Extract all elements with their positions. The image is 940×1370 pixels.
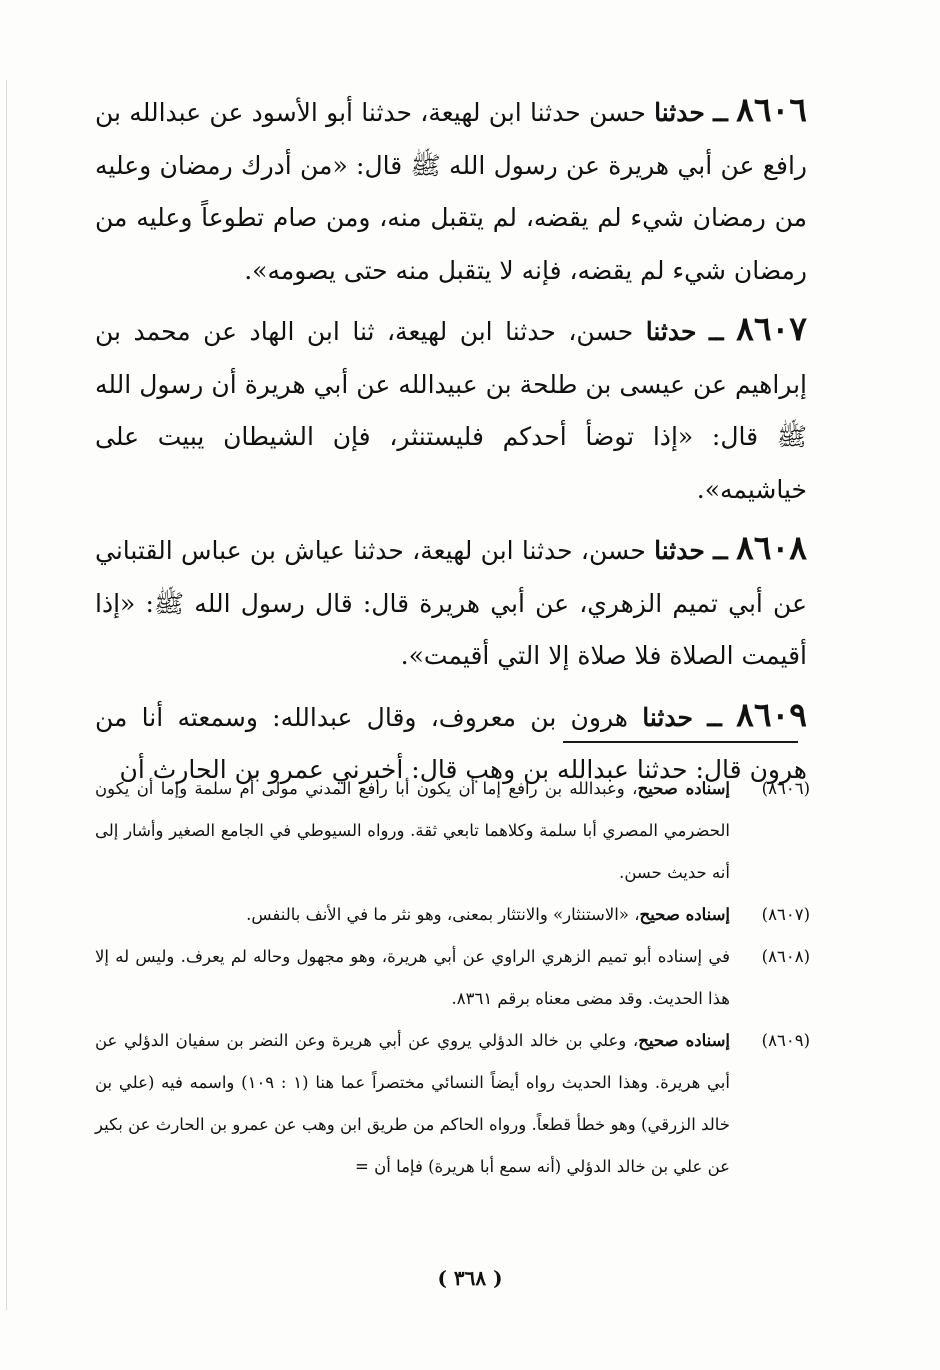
hadith-8607 <box>95 303 807 516</box>
footnote-8608 <box>95 936 810 1020</box>
haddathana-word: حدثنا <box>654 98 705 127</box>
footnote-number: (٨٦٠٧) <box>761 905 810 924</box>
footnote-grading: إسناده صحيح <box>639 905 730 924</box>
hadith-dash: ــ <box>713 536 728 565</box>
footnote-number: (٨٦٠٩) <box>761 1031 810 1050</box>
footnote-number: (٨٦٠٨) <box>761 947 810 966</box>
hadith-dash: ــ <box>707 702 722 732</box>
hadith-text: حسن، حدثنا ابن لهيعة، حدثنا عياش بن عباس القتباني عن أبي تميم الزهري، عن أبي هريرة قال: قال رسول الله ﷺ: «إذا أقيمت الصلاة فلا صلاة إلا التي أقيمت». <box>95 536 807 670</box>
hadith-body <box>95 84 807 803</box>
footnote-text: في إسناده أبو تميم الزهري الراوي عن أبي هريرة، وهو مجهول وحاله لم يعرف. وليس له إلا هذا الحديث. وقد مضى معناه برقم ٨٣٦١. <box>95 947 730 1008</box>
hadith-number: ٨٦٠٩ <box>736 694 808 734</box>
footnote-text: ، «الاستنثار» والانتثار بمعنى، وهو نثر ما في الأنف بالنفس. <box>246 905 640 924</box>
footnote-text: ، وعلي بن خالد الدؤلي يروي عن أبي هريرة وعن النضر بن سفيان الدؤلي عن أبي هريرة. وهذا الحديث رواه أيضاً النسائي مختصراً عما هنا (١ : ١٠٩) واسمه فيه (علي بن خالد الزرقي) وهو خطأ قطعاً. ورواه الحاكم من طريق ابن وهب عن عمرو بن الحارث عن بكير عن علي بن خالد الدؤلي (أنه سمع أبا هريرة) فإما أن = <box>95 1031 730 1176</box>
hadith-dash: ــ <box>713 98 728 127</box>
scan-edge-line <box>6 80 7 1310</box>
hadith-dash: ــ <box>708 317 724 346</box>
footnote-grading: إسناده صحيح <box>637 779 730 798</box>
footnote-8607 <box>95 894 810 936</box>
hadith-8606 <box>95 84 807 297</box>
hadith-text: حسن، حدثنا ابن لهيعة، ثنا ابن الهاد عن محمد بن إبراهيم عن عيسى بن طلحة بن عبيدالله عن أبي هريرة أن رسول الله ﷺ قال: «إذا توضأ أحدكم فليستنثر، فإن الشيطان يبيت على خياشيمه». <box>95 317 807 504</box>
hadith-number: ٨٦٠٦ <box>736 90 808 129</box>
footnote-8609 <box>95 1020 810 1188</box>
hadith-8608 <box>95 522 807 683</box>
page-number: ( ٣٦٨ ) <box>437 1266 503 1290</box>
haddathana-word: حدثنا <box>642 702 693 732</box>
footnote-separator <box>563 741 798 743</box>
haddathana-word: حدثنا <box>654 536 705 565</box>
footnote-number: (٨٦٠٦) <box>761 779 810 798</box>
footnotes <box>95 768 810 1188</box>
footnote-text: ، وعبدالله بن رافع إما أن يكون أبا رافع المدني مولى أم سلمة وإما أن يكون الحضرمي المصري أبا سلمة وكلاهما تابعي ثقة. ورواه السيوطي في الجامع الصغير وأشار إلى أنه حديث حسن. <box>95 779 730 882</box>
footnote-8606 <box>95 768 810 894</box>
haddathana-word: حدثنا <box>645 317 697 346</box>
hadith-number: ٨٦٠٧ <box>736 309 808 348</box>
hadith-number: ٨٦٠٨ <box>736 528 807 567</box>
hadith-text: هرون بن معروف، وقال عبدالله: وسمعته أنا من هرون قال: حدثنا عبدالله بن وهب قال: أخبرني عمرو بن الحارث أن <box>95 702 807 784</box>
hadith-text: حسن حدثنا ابن لهيعة، حدثنا أبو الأسود عن عبدالله بن رافع عن أبي هريرة عن رسول الله ﷺ قال: «من أدرك رمضان وعليه من رمضان شيء لم يقضه، لم يتقبل منه، ومن صام تطوعاً وعليه من رمضان شيء لم يقضه، فإنه لا يتقبل منه حتى يصومه». <box>95 98 807 285</box>
footnote-grading: إسناده صحيح <box>638 1031 730 1050</box>
